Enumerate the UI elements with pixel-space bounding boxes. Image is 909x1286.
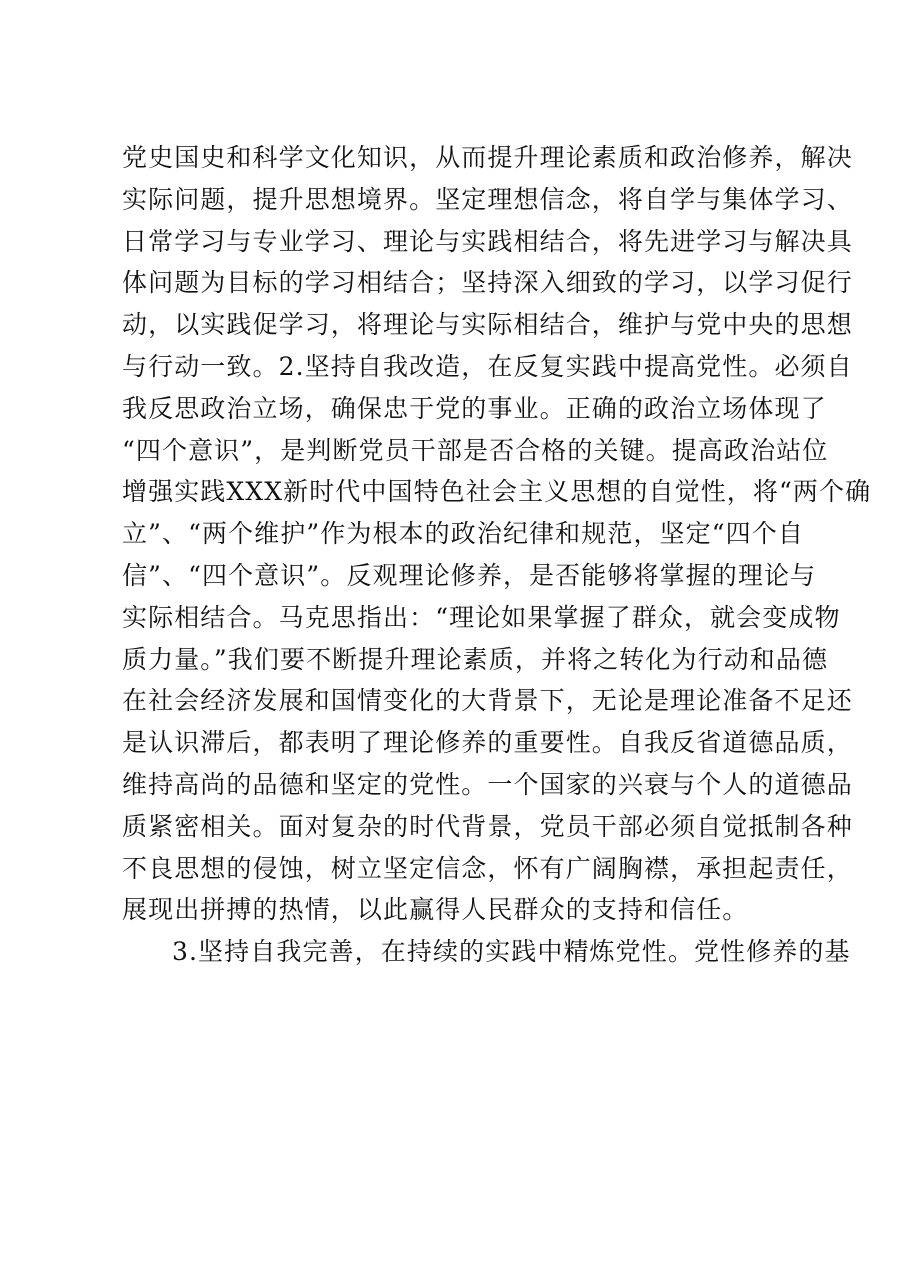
text-line: 实际问题，提升思想境界。坚定理想信念，将自学与集体学习、 bbox=[122, 184, 853, 214]
text-line: 不良思想的侵蚀，树立坚定信念，怀有广阔胸襟，承担起责任， bbox=[122, 853, 853, 883]
text-line: 动，以实践促学习，将理论与实际相结合，维护与党中央的思想 bbox=[122, 310, 853, 340]
text-line: 质力量。”我们要不断提升理论素质，并将之转化为行动和品德 bbox=[122, 644, 829, 674]
text-line: 日常学习与专业学习、理论与实践相结合，将先进学习与解决具 bbox=[122, 226, 853, 256]
text-line: 信”、“四个意识”。反观理论修养，是否能够将掌握的理论与 bbox=[122, 560, 817, 590]
text-line: 在社会经济发展和国情变化的大背景下，无论是理论准备不足还 bbox=[122, 686, 853, 716]
text-line: 增强实践XXX新时代中国特色社会主义思想的自觉性，将“两个确 bbox=[122, 477, 872, 507]
paragraph-start-line: 3.坚持自我完善，在持续的实践中精炼党性。党性修养的基 bbox=[172, 937, 851, 967]
text-line: “四个意识”，是判断党员干部是否合格的关键。提高政治站位 bbox=[122, 435, 829, 465]
text-line: 实际相结合。马克思指出：“理论如果掌握了群众，就会变成物 bbox=[122, 602, 841, 632]
text-line: 党史国史和科学文化知识，从而提升理论素质和政治修养，解决 bbox=[122, 143, 853, 172]
text-line: 与行动一致。2.坚持自我改造，在反复实践中提高党性。必须自 bbox=[122, 351, 853, 381]
text-line: 是认识滞后，都表明了理论修养的重要性。自我反省道德品质， bbox=[122, 728, 853, 758]
body-text bbox=[122, 137, 872, 973]
text-line: 立”、“两个维护”作为根本的政治纪律和规范，坚定“四个自 bbox=[122, 519, 804, 549]
text-line: 维持高尚的品德和坚定的党性。一个国家的兴衰与个人的道德品 bbox=[122, 769, 853, 799]
text-line: 我反思政治立场，确保忠于党的事业。正确的政治立场体现了 bbox=[122, 393, 827, 423]
text-line: 展现出拼搏的热情，以此赢得人民群众的支持和信任。 bbox=[122, 895, 749, 925]
text-line: 质紧密相关。面对复杂的时代背景，党员干部必须自觉抵制各种 bbox=[122, 811, 853, 841]
text-line: 体问题为目标的学习相结合；坚持深入细致的学习，以学习促行 bbox=[122, 268, 853, 298]
